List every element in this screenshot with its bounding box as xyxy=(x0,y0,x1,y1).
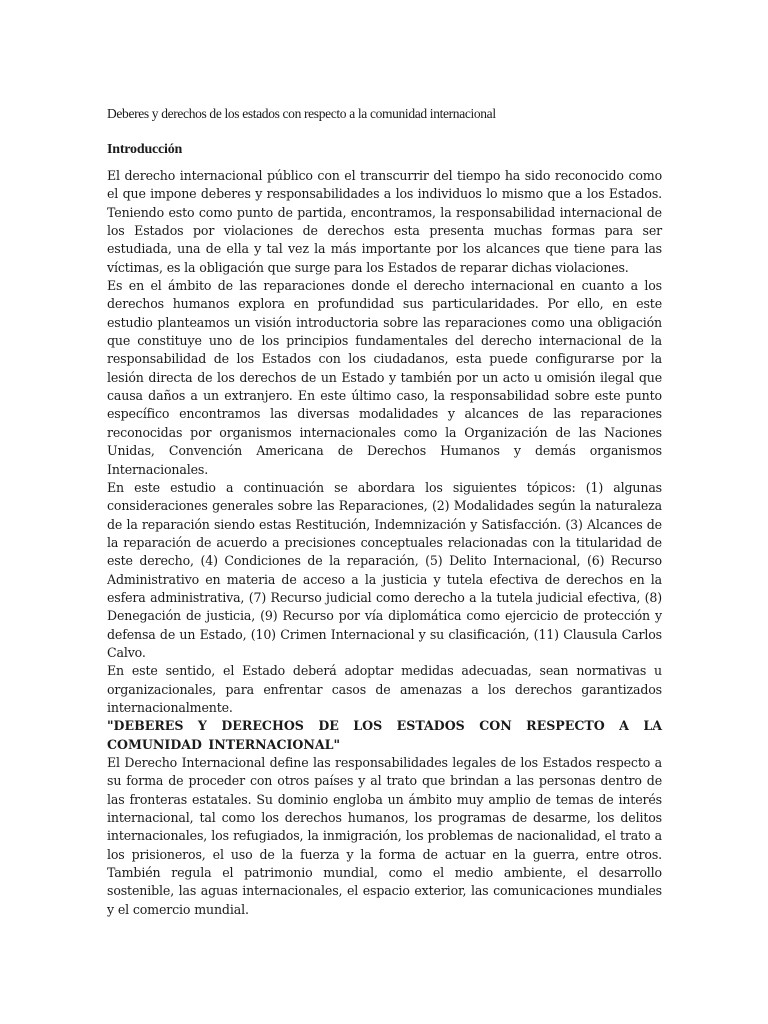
paragraph-3: En este estudio a continuación se abordara los siguientes tópicos: (1) algunas consideraciones generales sobre las Reparaciones, (2) Modalidades según la naturaleza de la reparación siendo estas Restitución, Indemnización y Satisfacción. (3) Alcances de la reparación de acuerdo a precisiones conceptuales relacionadas con la titularidad de este derecho, (4) Condiciones de la reparación, (5) Delito Internacional, (6) Recurso Administrativo en materia de acceso a la justicia y tutela efectiva de derechos en la esfera administrativa, (7) Recurso judicial como derecho a la tutela judicial efectiva, (8) Denegación de justicia, (9) Recurso por vía diplomática como ejercicio de protección y defensa de un Estado, (10) Crimen Internacional y su clasificación, (11) Clausula Carlos Calvo. xyxy=(107,479,662,660)
paragraph-1: El derecho internacional público con el transcurrir del tiempo ha sido reconocido como el que impone deberes y responsabilidades a los individuos lo mismo que a los Estados. Teniendo esto como punto de partida, encontramos, la responsabilidad internacional de los Estados por violaciones de derechos esta presenta muchas formas para ser estudiada, una de ella y tal vez la más importante por los alcances que tiene para las víctimas, es la obligación que surge para los Estados de reparar dichas violaciones. xyxy=(107,168,662,275)
introduction-heading: Introducción xyxy=(107,142,183,157)
document-page xyxy=(107,104,662,919)
paragraph-2: Es en el ámbito de las reparaciones donde el derecho internacional en cuanto a los derechos humanos explora en profundidad sus particularidades. Por ello, en este estudio planteamos un visión introductoria sobre las reparaciones como una obligación que constituye uno de los principios fundamentales del derecho internacional de la responsabilidad de los Estados con los ciudadanos, esta puede configurarse por la lesión directa de los derechos de un Estado y también por un acto u omisión ilegal que causa daños a un extranjero. En este último caso, la responsabilidad sobre este punto específico encontramos las diversas modalidades y alcances de las reparaciones reconocidas por organismos internacionales como la Organización de las Naciones Unidas, Convención Americana de Derechos Humanos y demás organismos Internacionales. xyxy=(107,278,662,477)
paragraph-5: El Derecho Internacional define las responsabilidades legales de los Estados respecto a su forma de proceder con otros países y al trato que brindan a las personas dentro de las fronteras estatales. Su dominio engloba un ámbito muy amplio de temas de interés internacional, tal como los derechos humanos, los programas de desarme, los delitos internacionales, los refugiados, la inmigración, los problemas de nacionalidad, el trato a los prisioneros, el uso de la fuerza y la forma de actuar en la guerra, entre otros. También regula el patrimonio mundial, como el medio ambiente, el desarrollo sostenible, las aguas internacionales, el espacio exterior, las comunicaciones mundiales y el comercio mundial. xyxy=(107,755,662,917)
paragraph-4: En este sentido, el Estado deberá adoptar medidas adecuadas, sean normativas u organizacionales, para enfrentar casos de amenazas a los derechos garantizados internacionalmente. xyxy=(107,663,662,715)
document-title: Deberes y derechos de los estados con respecto a la comunidad internacional xyxy=(107,106,496,121)
uppercase-section-heading: "DEBERES Y DERECHOS DE LOS ESTADOS CON RESPECTO A LA COMUNIDAD INTERNACIONAL" xyxy=(107,718,662,752)
